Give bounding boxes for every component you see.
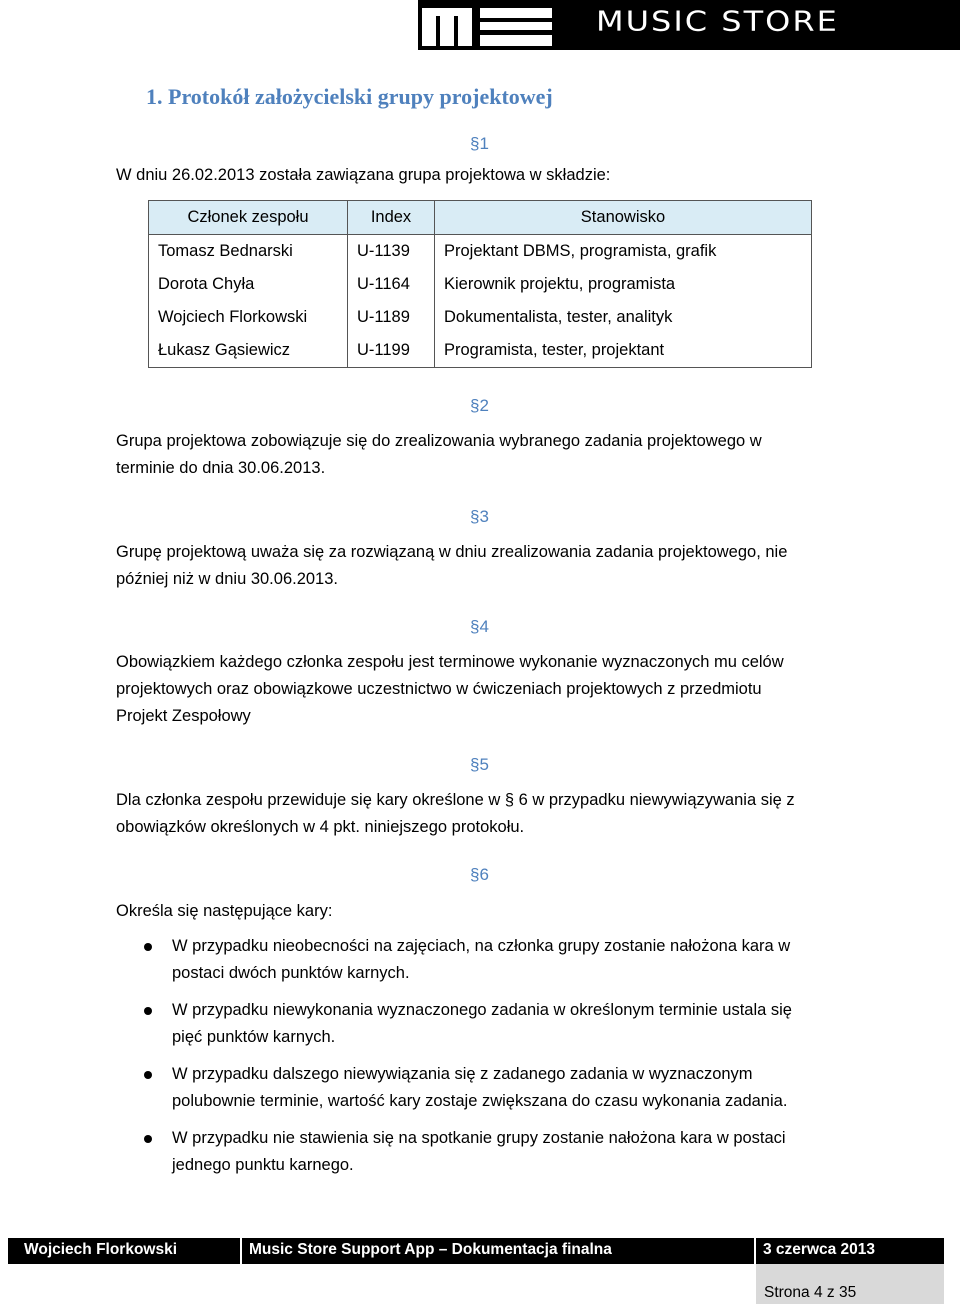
section-3-marker: §3 xyxy=(470,507,489,526)
paragraph-2-line-1: Grupa projektowa zobowiązuje się do zrealizowania wybranego zadania projektowego w xyxy=(116,432,762,450)
footer-date: 3 czerwca 2013 xyxy=(763,1241,876,1258)
table-header-member: Członek zespołu xyxy=(149,201,348,235)
paragraph-4-line-1: Obowiązkiem każdego członka zespołu jest terminowe wykonanie wyznaczonych mu celów xyxy=(116,653,784,671)
table-cell-member: Łukasz Gąsiewicz xyxy=(149,334,348,368)
paragraph-5-line-2: obowiązków określonych w 4 pkt. niniejszego protokołu. xyxy=(116,818,525,836)
table-row xyxy=(149,334,812,368)
table-cell-member: Tomasz Bednarski xyxy=(149,235,348,269)
bullet-icon xyxy=(144,1007,152,1015)
logo-text: MUSIC STORE xyxy=(596,5,839,38)
table-row xyxy=(149,301,812,334)
list-item-line-2: pięć punktów karnych. xyxy=(172,1028,336,1046)
table-header-position: Stanowisko xyxy=(435,201,812,235)
list-item-line-2: postaci dwóch punktów karnych. xyxy=(172,964,410,982)
paragraph-3-line-2: później niż w dniu 30.06.2013. xyxy=(116,570,338,588)
list-item-line-2: polubownie terminie, wartość kary zostaje zwiększana do czasu wykonania zadania. xyxy=(172,1092,788,1110)
section-4-marker: §4 xyxy=(470,617,489,636)
list-item-line-2: jednego punktu karnego. xyxy=(172,1156,354,1174)
paragraph-5-line-1: Dla członka zespołu przewiduje się kary określone w § 6 w przypadku niewywiązywania się z xyxy=(116,791,795,809)
table-cell-index: U-1199 xyxy=(348,334,435,368)
music-store-logo-mark xyxy=(420,2,556,48)
paragraph-2-line-2: terminie do dnia 30.06.2013. xyxy=(116,459,326,477)
penalties-list xyxy=(140,933,860,1189)
members-table xyxy=(148,200,812,368)
list-item-line-1: W przypadku dalszego niewywiązania się z zadanego zadania w wyznaczonym xyxy=(172,1065,753,1083)
footer-separator xyxy=(754,1238,756,1264)
page-number: Strona 4 z 35 xyxy=(764,1284,857,1301)
footer-document-title: Music Store Support App – Dokumentacja finalna xyxy=(249,1241,612,1258)
paragraph-4-line-3: Projekt Zespołowy xyxy=(116,707,251,725)
table-cell-member: Wojciech Florkowski xyxy=(149,301,348,334)
table-cell-position: Dokumentalista, tester, analityk xyxy=(435,301,812,334)
table-cell-index: U-1189 xyxy=(348,301,435,334)
list-item xyxy=(140,1061,860,1115)
paragraph-3-line-1: Grupę projektową uważa się za rozwiązaną w dniu zrealizowania zadania projektowego, nie xyxy=(116,543,788,561)
list-item-line-1: W przypadku nieobecności na zajęciach, na członka grupy zostanie nałożona kara w xyxy=(172,937,791,955)
section-5-marker: §5 xyxy=(470,755,489,774)
table-cell-index: U-1164 xyxy=(348,268,435,301)
list-item-line-1: W przypadku niewykonania wyznaczonego zadania w określonym terminie ustala się xyxy=(172,1001,792,1019)
list-item xyxy=(140,933,860,987)
table-row xyxy=(149,235,812,269)
footer-separator xyxy=(240,1238,242,1264)
list-item-line-1: W przypadku nie stawienia się na spotkanie grupy zostanie nałożona kara w postaci xyxy=(172,1129,786,1147)
table-cell-index: U-1139 xyxy=(348,235,435,269)
document-heading: 1. Protokół założycielski grupy projektowej xyxy=(146,84,553,109)
section-2-marker: §2 xyxy=(470,396,489,415)
table-cell-position: Programista, tester, projektant xyxy=(435,334,812,368)
table-row xyxy=(149,268,812,301)
bullet-icon xyxy=(144,1071,152,1079)
table-cell-position: Projektant DBMS, programista, grafik xyxy=(435,235,812,269)
paragraph-6-text: Określa się następujące kary: xyxy=(116,902,333,920)
paragraph-4-line-2: projektowych oraz obowiązkowe uczestnictwo w ćwiczeniach projektowych z przedmiotu xyxy=(116,680,762,698)
bullet-icon xyxy=(144,943,152,951)
table-cell-member: Dorota Chyła xyxy=(149,268,348,301)
table-cell-position: Kierownik projektu, programista xyxy=(435,268,812,301)
table-header-row xyxy=(149,201,812,235)
section-1-marker: §1 xyxy=(470,134,489,153)
list-item xyxy=(140,1125,860,1179)
footer-band xyxy=(8,1238,944,1264)
bullet-icon xyxy=(144,1135,152,1143)
list-item xyxy=(140,997,860,1051)
intro-text: W dniu 26.02.2013 została zawiązana grupa projektowa w składzie: xyxy=(116,166,611,184)
table-header-index: Index xyxy=(348,201,435,235)
section-6-marker: §6 xyxy=(470,865,489,884)
footer-author: Wojciech Florkowski xyxy=(24,1241,178,1258)
